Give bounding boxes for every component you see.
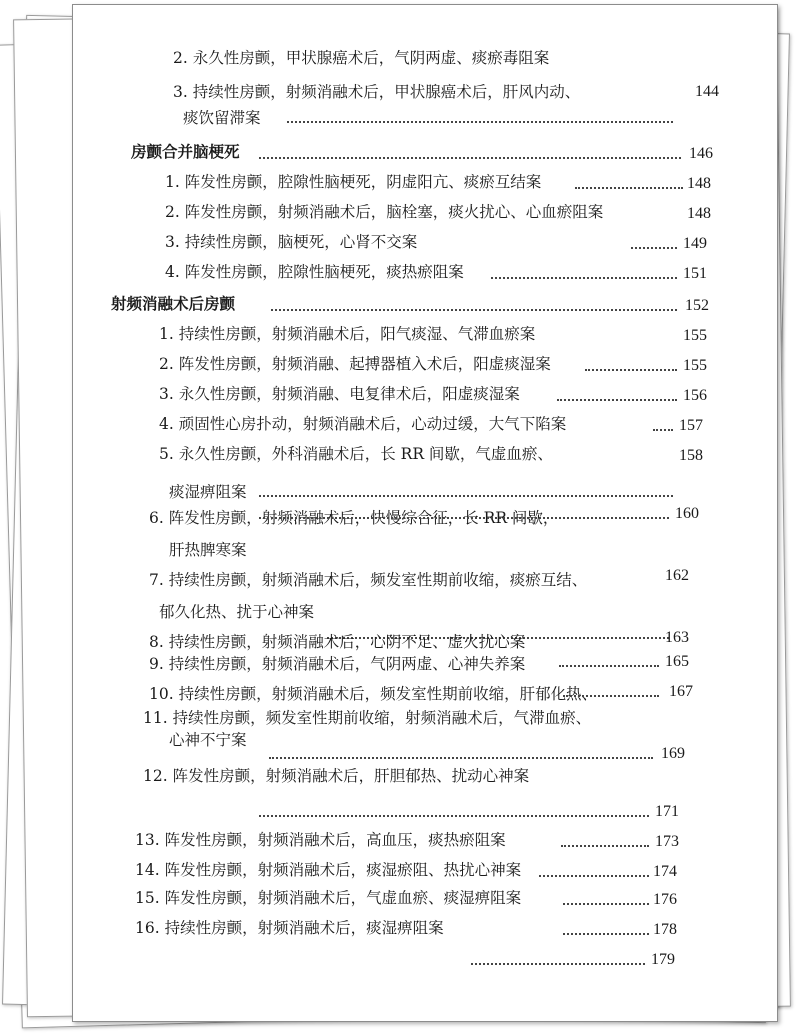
page-number: 178 [653, 921, 677, 938]
section-title-text: 房颤合并脑梗死 [131, 143, 240, 161]
entry-title-text: 10. 持续性房颤，射频消融术后，频发室性期前收缩，肝郁化热、 [149, 685, 598, 703]
entry-title-text: 16. 持续性房颤，射频消融术后，痰湿痹阻案 [135, 919, 444, 937]
entry-title-text: 3. 持续性房颤，射频消融术后，甲状腺癌术后，肝风内动、 [173, 83, 581, 101]
page-number: 157 [679, 417, 703, 434]
dot-leader [259, 517, 669, 519]
entry-title-text: 3. 永久性房颤，射频消融、电复律术后，阳虚痰湿案 [159, 385, 520, 403]
toc-entry-continuation: 痰饮留滞案 [183, 109, 261, 127]
dot-leader [471, 963, 645, 965]
dot-leader [259, 157, 681, 159]
entry-title-text: 3. 持续性房颤，脑梗死，心肾不交案 [165, 233, 418, 251]
dot-leader [575, 187, 683, 189]
page-number: 160 [675, 505, 699, 522]
dot-leader [259, 815, 649, 817]
toc-entry-continuation: 心神不宁案 [169, 731, 247, 749]
entry-title-text: 5. 永久性房颤，外科消融术后，长 RR 间歇，气虚血瘀、 [159, 445, 553, 463]
page-number: 171 [655, 803, 679, 820]
section-title-text: 射频消融术后房颤 [111, 295, 236, 313]
dot-leader [563, 933, 649, 935]
page-number: 158 [679, 447, 703, 464]
page-number: 176 [653, 891, 677, 908]
entry-title-text: 8. 持续性房颤，射频消融术后，心阴不足、虚火扰心案 [149, 633, 526, 651]
page-number: 155 [683, 327, 707, 344]
dot-leader [563, 695, 659, 697]
entry-title-text: 2. 阵发性房颤，射频消融、起搏器植入术后，阳虚痰湿案 [159, 355, 551, 373]
dot-leader [539, 875, 649, 877]
entry-title-text: 2. 永久性房颤，甲状腺癌术后，气阴两虚、痰瘀毒阻案 [173, 49, 550, 67]
dot-leader [557, 399, 677, 401]
page-number: 144 [695, 83, 719, 100]
page-number: 179 [651, 951, 675, 968]
dot-leader [631, 247, 677, 249]
entry-title-text: 1. 阵发性房颤，腔隙性脑梗死，阴虚阳亢、痰瘀互结案 [165, 173, 542, 191]
page-number: 156 [683, 387, 707, 404]
entry-title-text: 7. 持续性房颤，射频消融术后，频发室性期前收缩，痰瘀互结、 [149, 571, 588, 589]
entry-title-text: 4. 阵发性房颤，腔隙性脑梗死，痰热瘀阻案 [165, 263, 464, 281]
entry-title-text: 12. 阵发性房颤，射频消融术后，肝胆郁热、扰动心神案 [143, 767, 530, 785]
entry-title-text: 2. 阵发性房颤，射频消融术后，脑栓塞，痰火扰心、心血瘀阻案 [165, 203, 604, 221]
entry-title-text: 6. 阵发性房颤，射频消融术后，快慢综合征，长 RR 间歇， [149, 509, 559, 527]
dot-leader [271, 309, 677, 311]
page-number: 162 [665, 567, 689, 584]
dot-leader [563, 903, 649, 905]
dot-leader [559, 665, 659, 667]
page-number: 174 [653, 863, 677, 880]
entry-title-text: 1. 持续性房颤，射频消融术后，阳气痰湿、气滞血瘀案 [159, 325, 536, 343]
dot-leader [653, 429, 673, 431]
dot-leader [491, 277, 677, 279]
dot-leader [259, 495, 673, 497]
toc-entry-continuation: 郁久化热、扰于心神案 [159, 603, 315, 621]
page-number: 152 [685, 297, 709, 314]
entry-title-text: 15. 阵发性房颤，射频消融术后，气虚血瘀、痰湿痹阻案 [135, 889, 522, 907]
entry-title-text: 11. 持续性房颤，频发室性期前收缩，射频消融术后，气滞血瘀、 [143, 709, 592, 727]
page-number: 155 [683, 357, 707, 374]
page-number: 148 [687, 175, 711, 192]
page-number: 149 [683, 235, 707, 252]
page-number: 151 [683, 265, 707, 282]
dot-leader [585, 369, 677, 371]
page-number: 163 [665, 629, 689, 646]
dot-leader [269, 757, 653, 759]
toc-page [72, 4, 778, 1022]
entry-title-text: 13. 阵发性房颤，射频消融术后，高血压，痰热瘀阻案 [135, 831, 506, 849]
page-number: 146 [689, 145, 713, 162]
page-number: 167 [669, 683, 693, 700]
toc-entry-continuation: 痰湿痹阻案 [169, 483, 247, 501]
dot-leader [561, 845, 649, 847]
toc-entry-continuation: 肝热脾寒案 [169, 541, 247, 559]
page-number: 165 [665, 653, 689, 670]
page-number: 169 [661, 745, 685, 762]
page-number: 148 [687, 205, 711, 222]
page-number: 173 [655, 833, 679, 850]
entry-title-text: 14. 阵发性房颤，射频消融术后，痰湿瘀阻、热扰心神案 [135, 861, 522, 879]
table-of-contents [73, 5, 777, 1021]
entry-title-text: 9. 持续性房颤，射频消融术后，气阴两虚、心神失养案 [149, 655, 526, 673]
entry-title-text: 4. 顽固性心房扑动，射频消融术后，心动过缓，大气下陷案 [159, 415, 567, 433]
dot-leader [287, 121, 673, 123]
